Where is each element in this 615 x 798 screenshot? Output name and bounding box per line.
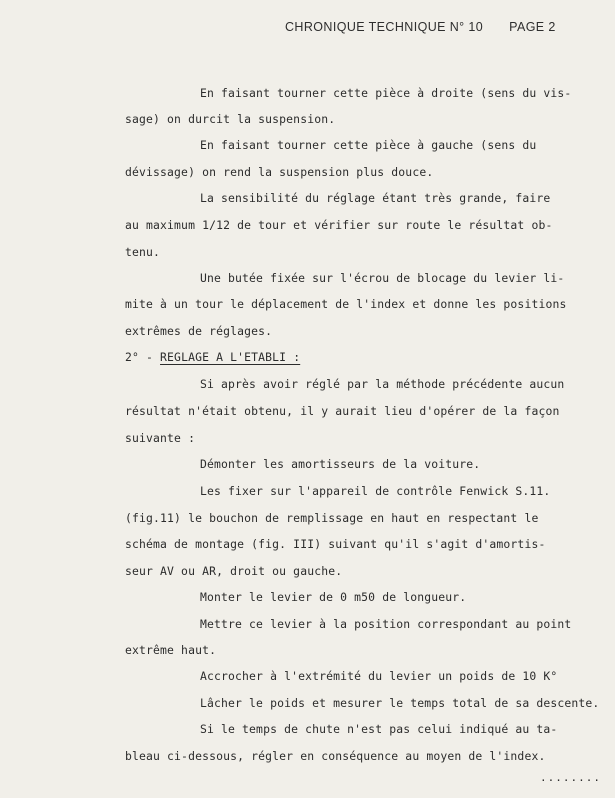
text-line: Une butée fixée sur l'écrou de blocage du levier li- (200, 271, 565, 285)
text-line: Si le temps de chute n'est pas celui indiqué au ta- (200, 722, 558, 736)
text-line: Monter le levier de 0 m50 de longueur. (200, 590, 467, 604)
text-line: au maximum 1/12 de tour et vérifier sur route le résultat ob- (125, 218, 553, 232)
text-line: seur AV ou AR, droit ou gauche. (125, 564, 343, 578)
text-line: tenu. (125, 245, 161, 259)
text-line: suivante : (125, 431, 196, 445)
text-line: Accrocher à l'extrémité du levier un poids de 10 K° (200, 669, 558, 683)
text-line: extrêmes de réglages. (125, 324, 273, 338)
text-line: bleau ci-dessous, régler en conséquence au moyen de l'index. (125, 749, 546, 763)
text-line: résultat n'était obtenu, il y aurait lieu d'opérer de la façon (125, 404, 560, 418)
text-line: schéma de montage (fig. III) suivant qu'il s'agit d'amortis- (125, 537, 546, 551)
text-line: En faisant tourner cette pièce à gauche (sens du (200, 138, 537, 152)
text-line: sage) on durcit la suspension. (125, 112, 336, 126)
text-line: En faisant tourner cette pièce à droite (sens du vis- (200, 86, 572, 100)
section-title: REGLAGE A L'ETABLI : (160, 350, 301, 364)
text-line: Si après avoir réglé par la méthode précédente aucun (200, 377, 565, 391)
section-heading (125, 350, 300, 364)
text-line: Mettre ce levier à la position correspondant au point (200, 617, 572, 631)
page-number: PAGE 2 (509, 20, 556, 34)
page-header (285, 20, 556, 34)
section-number: 2° - (125, 350, 154, 364)
text-line: Démonter les amortisseurs de la voiture. (200, 457, 481, 471)
text-line: extrême haut. (125, 643, 217, 657)
text-line: (fig.11) le bouchon de remplissage en haut en respectant le (125, 511, 539, 525)
document-title: CHRONIQUE TECHNIQUE N° 10 (285, 20, 484, 34)
text-line: dévissage) on rend la suspension plus douce. (125, 165, 434, 179)
text-line: Lâcher le poids et mesurer le temps total de sa descente. (200, 696, 600, 710)
text-line: Les fixer sur l'appareil de contrôle Fenwick S.11. (200, 484, 551, 498)
text-line: mite à un tour le déplacement de l'index et donne les positions (125, 297, 567, 311)
text-line: La sensibilité du réglage étant très grande, faire (200, 191, 551, 205)
continuation-dots: ........ (540, 771, 601, 784)
